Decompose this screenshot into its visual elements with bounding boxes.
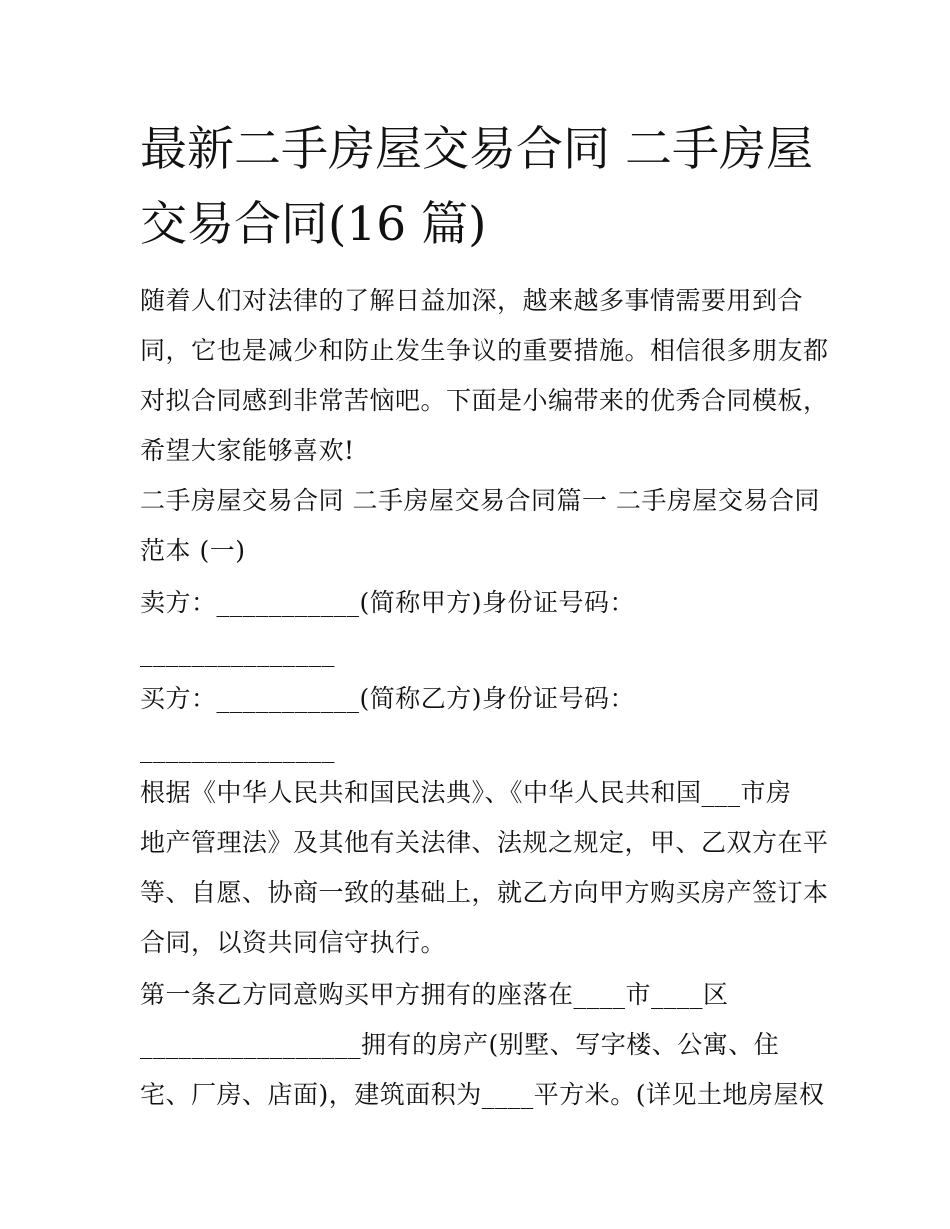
seller-line: 卖方：___________(简称甲方)身份证号码： <box>140 588 636 617</box>
document-title: 最新二手房屋交易合同 二手房屋交易合同(16 篇) <box>140 122 813 252</box>
intro-line-1: 随着人们对法律的了解日益加深，越来越多事情需要用到合 <box>140 286 804 315</box>
basis-line-4: 合同，以资共同信守执行。 <box>140 928 447 957</box>
buyer-id-blank: _______________ <box>140 734 335 763</box>
article-1-line-3: 宅、厂房、店面)，建筑面积为____平方米。(详见土地房屋权 <box>140 1080 825 1109</box>
intro-line-3: 对拟合同感到非常苦恼吧。下面是小编带来的优秀合同模板， <box>140 386 829 415</box>
article-1-line-2: _________________拥有的房产(别墅、写字楼、公寓、住 <box>140 1030 780 1059</box>
intro-line-4: 希望大家能够喜欢! <box>140 436 355 465</box>
article-1-line-1: 第一条乙方同意购买甲方拥有的座落在____市____区 <box>140 980 729 1009</box>
basis-line-1: 根据《中华人民共和国民法典》、《中华人民共和国___市房 <box>140 778 792 807</box>
buyer-line: 买方：___________(简称乙方)身份证号码： <box>140 684 636 713</box>
basis-line-2: 地产管理法》及其他有关法律、法规之规定，甲、乙双方在平 <box>140 828 829 857</box>
seller-id-blank: _______________ <box>140 638 335 667</box>
section-heading-line-1: 二手房屋交易合同 二手房屋交易合同篇一 二手房屋交易合同 <box>140 486 820 515</box>
intro-line-2: 同，它也是减少和防止发生争议的重要措施。相信很多朋友都 <box>140 336 829 365</box>
basis-line-3: 等、自愿、协商一致的基础上，就乙方向甲方购买房产签订本 <box>140 878 829 907</box>
section-heading-line-2: 范本 (一) <box>140 536 246 565</box>
